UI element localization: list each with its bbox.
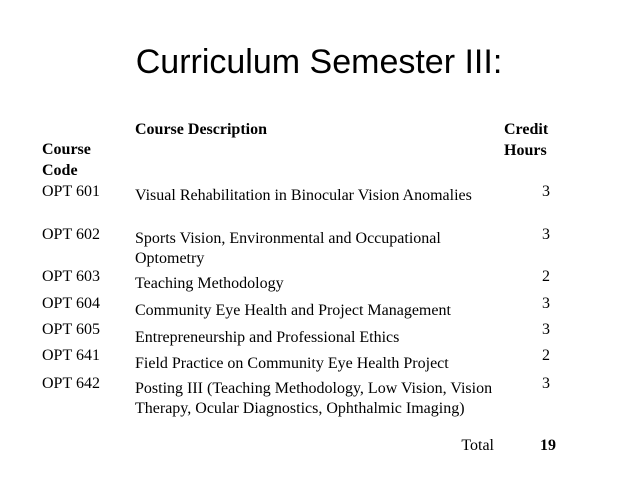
credit-hours-opt-604: 3 <box>542 295 550 312</box>
header-credit-hours <box>504 119 574 161</box>
course-code-opt-601: OPT 601 <box>42 183 100 200</box>
credit-hours-opt-641: 2 <box>542 347 550 364</box>
course-code-opt-603: OPT 603 <box>42 268 100 285</box>
total-label: Total <box>461 437 494 454</box>
course-description-opt-603: Teaching Methodology <box>135 275 284 292</box>
course-code-opt-605: OPT 605 <box>42 321 100 338</box>
total-credit-hours: 19 <box>540 437 556 454</box>
course-code-opt-604: OPT 604 <box>42 295 100 312</box>
slide-title: Curriculum Semester III: <box>135 43 503 81</box>
course-code-opt-641: OPT 641 <box>42 347 100 364</box>
course-description-opt-604: Community Eye Health and Project Management <box>135 302 451 319</box>
header-credit-hours-line2: Hours <box>504 142 547 159</box>
course-description-opt-605: Entrepreneurship and Professional Ethics <box>135 329 400 346</box>
course-code-opt-602: OPT 602 <box>42 226 100 243</box>
header-course-code-line1: Course <box>42 141 91 158</box>
header-credit-hours-line1: Credit <box>504 121 549 138</box>
header-course-code <box>42 139 122 181</box>
course-code-opt-642: OPT 642 <box>42 375 100 392</box>
course-description-opt-641: Field Practice on Community Eye Health Project <box>135 355 449 372</box>
header-course-description: Course Description <box>135 121 267 138</box>
credit-hours-opt-601: 3 <box>542 183 550 200</box>
course-description-opt-642: Posting III (Teaching Methodology, Low Vision, Vision Therapy, Ocular Diagnostics, Ophthalmic Imaging) <box>135 380 493 417</box>
credit-hours-opt-642: 3 <box>542 375 550 392</box>
course-description-opt-601: Visual Rehabilitation in Binocular Vision Anomalies <box>135 187 472 204</box>
credit-hours-opt-605: 3 <box>542 321 550 338</box>
header-course-code-line2: Code <box>42 162 78 179</box>
course-description-opt-602: Sports Vision, Environmental and Occupational Optometry <box>135 230 441 267</box>
credit-hours-opt-602: 3 <box>542 226 550 243</box>
credit-hours-opt-603: 2 <box>542 268 550 285</box>
